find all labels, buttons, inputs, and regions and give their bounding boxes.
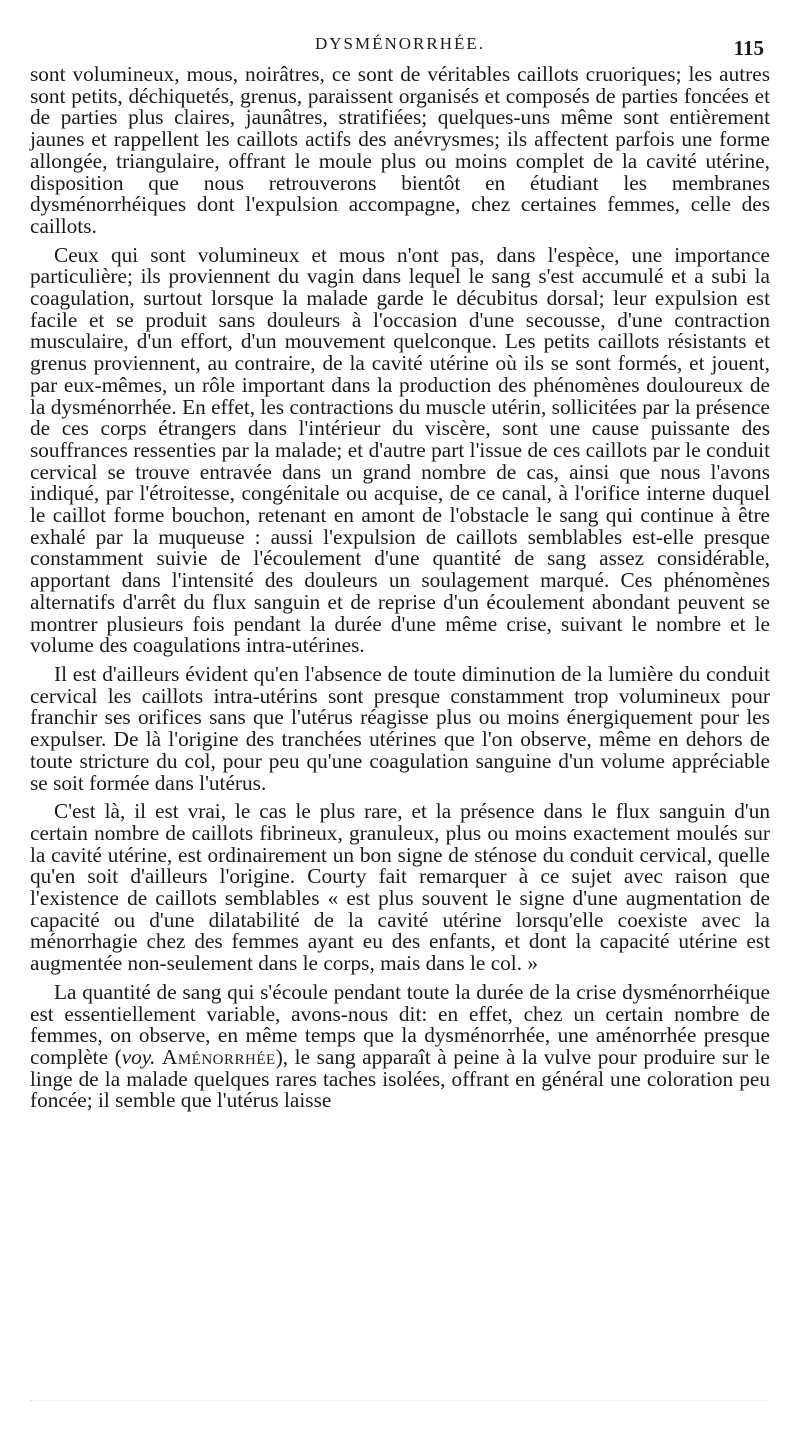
paragraph: Ceux qui sont volumineux et mous n'ont pas, dans l'espèce, une importance particulière; ils proviennent du vagin dans lequel le sang s'est accumulé et a subi la coagulation, surtout lorsque la malade garde le décubitus dorsal; leur expulsion est facile et se produit sans douleurs à l'occasion d'une secousse, d'une contraction musculaire, d'un effort, d'un mouvement quelconque. Les petits caillots résistants et grenus proviennent, au contraire, de la cavité utérine où ils se sont formés, et jouent, par eux-mêmes, un rôle important dans la production des phénomènes douloureux de la dysménorrhée. En effet, les contractions du muscle utérin, sollicitées par la présence de ces corps étrangers dans l'intérieur du viscère, sont une cause puissante des souffrances ressenties par la malade; et d'autre part l'issue de ces caillots par le conduit cervical se trouve entravée dans un grand nombre de cas, ainsi que nous l'avons indiqué, par l'étroitesse, congénitale ou acquise, de ce canal, à l'orifice interne duquel le caillot forme bouchon, retenant en amont de l'obstacle le sang qui continue à être exhalé par la muqueuse : aussi l'expulsion de caillots semblables est-elle presque constamment suivie de l'écoulement d'une quantité de sang assez considérable, apportant dans l'intensité des douleurs un soulagement marqué. Ces phénomènes alternatifs d'arrêt du flux sanguin et de reprise d'un écoulement abondant peuvent se montrer plusieurs fois pendant la durée d'une même crise, suivant le nombre et le volume des coagulations intra-utérines. — [30, 242, 770, 658]
cross-reference: Aménorrhée — [161, 1044, 276, 1069]
paragraph — [30, 979, 770, 1113]
italic-abbreviation: voy. — [121, 1044, 156, 1069]
running-head — [0, 30, 800, 60]
running-title: DYSMÉNORRHÉE. — [314, 34, 486, 53]
scan-artifact-line — [30, 1400, 770, 1411]
paragraph-text: ), le sang apparaît à peine à la vulve pour produire sur le linge de la malade quelques rares taches isolées, offrant en général une coloration peu foncée; il semble que l'utérus laisse — [30, 1044, 770, 1113]
page-number: 115 — [733, 36, 764, 60]
body-text — [30, 64, 770, 1119]
paragraph-continuation: sont volumineux, mous, noirâtres, ce sont de véritables caillots cruoriques; les autres sont petits, déchiquetés, grenus, paraissent organisés et composés de parties foncées et de parties plus claires, jaunâtres, stratifiées; quelques-uns même sont entièrement jaunes et rappellent les caillots actifs des anévrysmes; ils affectent parfois une forme allongée, triangulaire, offrant le moule plus ou moins complet de la cavité utérine, disposition que nous retrouverons bientôt en étudiant les membranes dysménorrhéiques dont l'expulsion accompagne, chez certaines femmes, celle des caillots. — [30, 62, 770, 238]
paragraph-text: La quantité de sang qui s'écoule pendant toute la durée de la crise dysménorrhéique est essentiellement variable, avons-nous dit: en effet, chez un certain nombre de femmes, on observe, en même temps que la dysménorrhée, une aménorrhée presque complète ( — [30, 979, 770, 1069]
paragraph: C'est là, il est vrai, le cas le plus rare, et la présence dans le flux sanguin d'un certain nombre de caillots fibrineux, granuleux, plus ou moins exactement moulés sur la cavité utérine, est ordinairement un bon signe de sténose du conduit cervical, quelle qu'en soit d'ailleurs l'origine. Courty fait remarquer à ce sujet avec raison que l'existence de caillots semblables « est plus souvent le signe d'une augmentation de capacité ou d'une dilatabilité de la cavité utérine lorsqu'elle coexiste avec la ménorrhagie chez des femmes ayant eu des enfants, et dont la capacité utérine est augmentée non-seulement dans le corps, mais dans le col. » — [30, 799, 770, 976]
paragraph: Il est d'ailleurs évident qu'en l'absence de toute diminution de la lumière du conduit cervical les caillots intra-utérins sont presque constamment trop volumineux pour franchir ses orifices sans que l'utérus réagisse plus ou moins énergiquement pour les expulser. De là l'origine des tranchées utérines que l'on observe, même en dehors de toute stricture du col, pour peu qu'une coagulation sanguine d'un volume appréciable se soit formée dans l'utérus. — [30, 661, 770, 795]
